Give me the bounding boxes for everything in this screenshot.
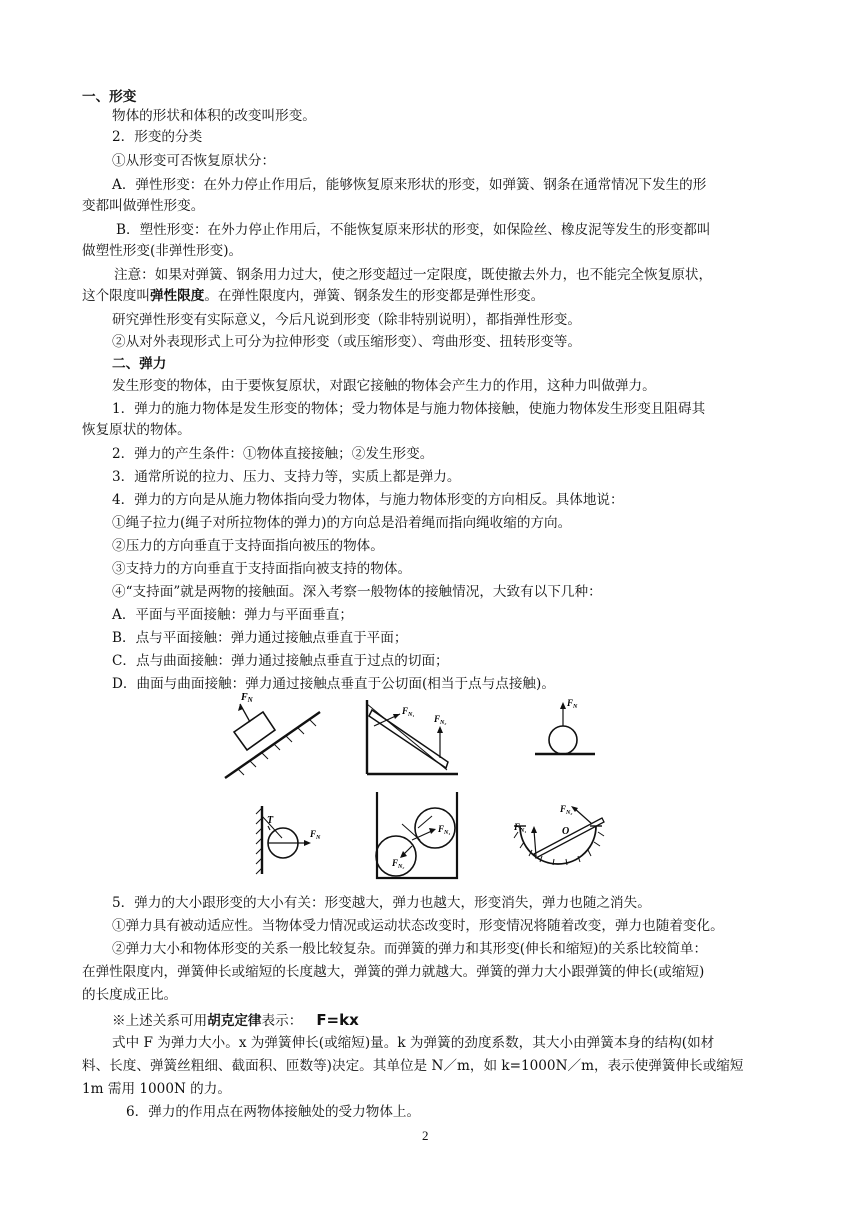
paragraph: 6．弹力的作用点在两物体接触处的受力物体上。 bbox=[126, 1104, 421, 1120]
paragraph: 料、长度、弹簧丝粗细、截面积、匝数等)决定。其单位是 N／m，如 k=1000N／m，表示使弹簧伸长或缩短 bbox=[82, 1058, 744, 1074]
bold-term-hooke-law: 胡克定律 bbox=[207, 1013, 262, 1029]
paragraph: 1m 需用 1000N 的力。 bbox=[82, 1081, 231, 1097]
fig-label: $F_{N_1}$ bbox=[402, 706, 415, 718]
paragraph: ②从对外表现形式上可分为拉伸形变（或压缩形变）、弯曲形变、扭转形变等。 bbox=[112, 334, 581, 350]
paragraph: 研究弹性形变有实际意义，今后凡说到形变（除非特别说明），都指弹性形变。 bbox=[112, 312, 581, 328]
figure-block-on-incline bbox=[220, 690, 330, 785]
heading-deformation: 一、形变 bbox=[82, 89, 137, 105]
paragraph: 3．通常所说的拉力、压力、支持力等，实质上都是弹力。 bbox=[112, 469, 461, 485]
paragraph: 物体的形状和体积的改变叫形变。 bbox=[112, 108, 316, 124]
paragraph: ②弹力大小和物体形变的关系一般比较复杂。而弹簧的弹力和其形变(伸长和缩短)的关系比较简单： bbox=[112, 941, 708, 957]
text: ※上述关系可用 bbox=[112, 1013, 208, 1029]
paragraph: 4．弹力的方向是从施力物体指向受力物体，与施力物体形变的方向相反。具体地说： bbox=[112, 492, 624, 508]
paragraph: C．点与曲面接触：弹力通过接触点垂直于过点的切面； bbox=[112, 653, 449, 669]
paragraph: ④“支持面”就是两物的接触面。深入考察一般物体的接触情况，大致有以下几种： bbox=[112, 584, 602, 600]
paragraph: 式中 F 为弹力大小。x 为弹簧伸长(或缩短)量。k 为弹簧的劲度系数，其大小由弹簧本身的结构(如材 bbox=[112, 1035, 715, 1051]
fig-label: $F_{N_2}$ bbox=[434, 714, 447, 726]
paragraph: D．曲面与曲面接触：弹力通过接触点垂直于公切面(相当于点与点接触)。 bbox=[112, 676, 555, 692]
text: 这个限度叫 bbox=[82, 288, 150, 304]
fig-label: $F_{N_2}$ bbox=[392, 858, 405, 870]
fig-label: O bbox=[562, 826, 570, 837]
paragraph: ③支持力的方向垂直于支持面指向被支持的物体。 bbox=[112, 561, 412, 577]
paragraph: 2．形变的分类 bbox=[112, 129, 203, 145]
paragraph: ①从形变可否恢复原状分： bbox=[112, 153, 276, 169]
paragraph bbox=[82, 286, 544, 306]
figure-rod-in-bowl bbox=[508, 798, 618, 868]
paragraph: 注意：如果对弹簧、钢条用力过大，使之形变超过一定限度，既使撤去外力，也不能完全恢复原状， bbox=[114, 267, 713, 283]
page-number: 2 bbox=[422, 1128, 429, 1143]
paragraph: A．弹性形变：在外力停止作用后，能够恢复原来形状的形变，如弹簧、钢条在通常情况下发生的形 bbox=[112, 177, 707, 193]
paragraph: 2．弹力的产生条件：①物体直接接触；②发生形变。 bbox=[112, 446, 434, 462]
figure-two-balls-in-box bbox=[372, 790, 462, 882]
paragraph: 恢复原状的物体。 bbox=[82, 422, 191, 438]
paragraph: 1．弹力的施力物体是发生形变的物体；受力物体是与施力物体接触，使施力物体发生形变且阻碍其 bbox=[112, 401, 706, 417]
paragraph: 发生形变的物体，由于要恢复原状，对跟它接触的物体会产生力的作用，这种力叫做弹力。 bbox=[112, 378, 656, 394]
paragraph: A．平面与平面接触：弹力与平面垂直； bbox=[112, 607, 353, 623]
paragraph: 在弹性限度内，弹簧伸长或缩短的长度越大，弹簧的弹力就越大。弹簧的弹力大小跟弹簧的伸长(或缩短) bbox=[82, 964, 705, 980]
fig-label: $F_{N_1}$ bbox=[438, 824, 451, 836]
bold-term-elastic-limit: 弹性限度 bbox=[149, 288, 205, 304]
fig-label: $F_{N_2}$ bbox=[560, 804, 573, 816]
figure-rod-in-corner bbox=[362, 696, 462, 780]
paragraph: ①弹力具有被动适应性。当物体受力情况或运动状态改变时，形变情况将随着改变，弹力也随着变化。 bbox=[112, 918, 724, 934]
figure-ball-on-ground bbox=[530, 696, 600, 758]
text: 。在弹性限度内，弹簧、钢条发生的形变都是弹性形变。 bbox=[204, 288, 545, 304]
fig-label: T bbox=[267, 815, 274, 826]
paragraph: 5．弹力的大小跟形变的大小有关：形变越大，弹力也越大，形变消失，弹力也随之消失。 bbox=[112, 895, 651, 911]
paragraph: 变都叫做弹性形变。 bbox=[82, 198, 205, 214]
paragraph: 做塑性形变(非弹性形变)。 bbox=[82, 243, 243, 259]
paragraph: B．点与平面接触：弹力通过接触点垂直于平面； bbox=[112, 630, 408, 646]
paragraph: 的长度成正比。 bbox=[82, 987, 178, 1003]
paragraph-hooke bbox=[112, 1010, 359, 1031]
fig-label: $F_{N_1}$ bbox=[514, 822, 527, 834]
paragraph: ①绳子拉力(绳子对所拉物体的弹力)的方向总是沿着绳而指向绳收缩的方向。 bbox=[112, 515, 572, 531]
paragraph: ②压力的方向垂直于支持面指向被压的物体。 bbox=[112, 538, 384, 554]
text: 表示： bbox=[261, 1013, 303, 1029]
figure-ball-against-wall bbox=[254, 804, 334, 876]
hooke-formula: F=kx bbox=[316, 1011, 359, 1029]
fig-label: $F_N$ bbox=[310, 829, 321, 841]
fig-label: $F_N$ bbox=[241, 692, 253, 704]
heading-elastic-force: 二、弹力 bbox=[112, 356, 167, 372]
paragraph: B．塑性形变：在外力停止作用后，不能恢复原来形状的形变，如保险丝、橡皮泥等发生的形变都叫 bbox=[116, 222, 711, 238]
fig-label: $F_N$ bbox=[567, 698, 578, 710]
